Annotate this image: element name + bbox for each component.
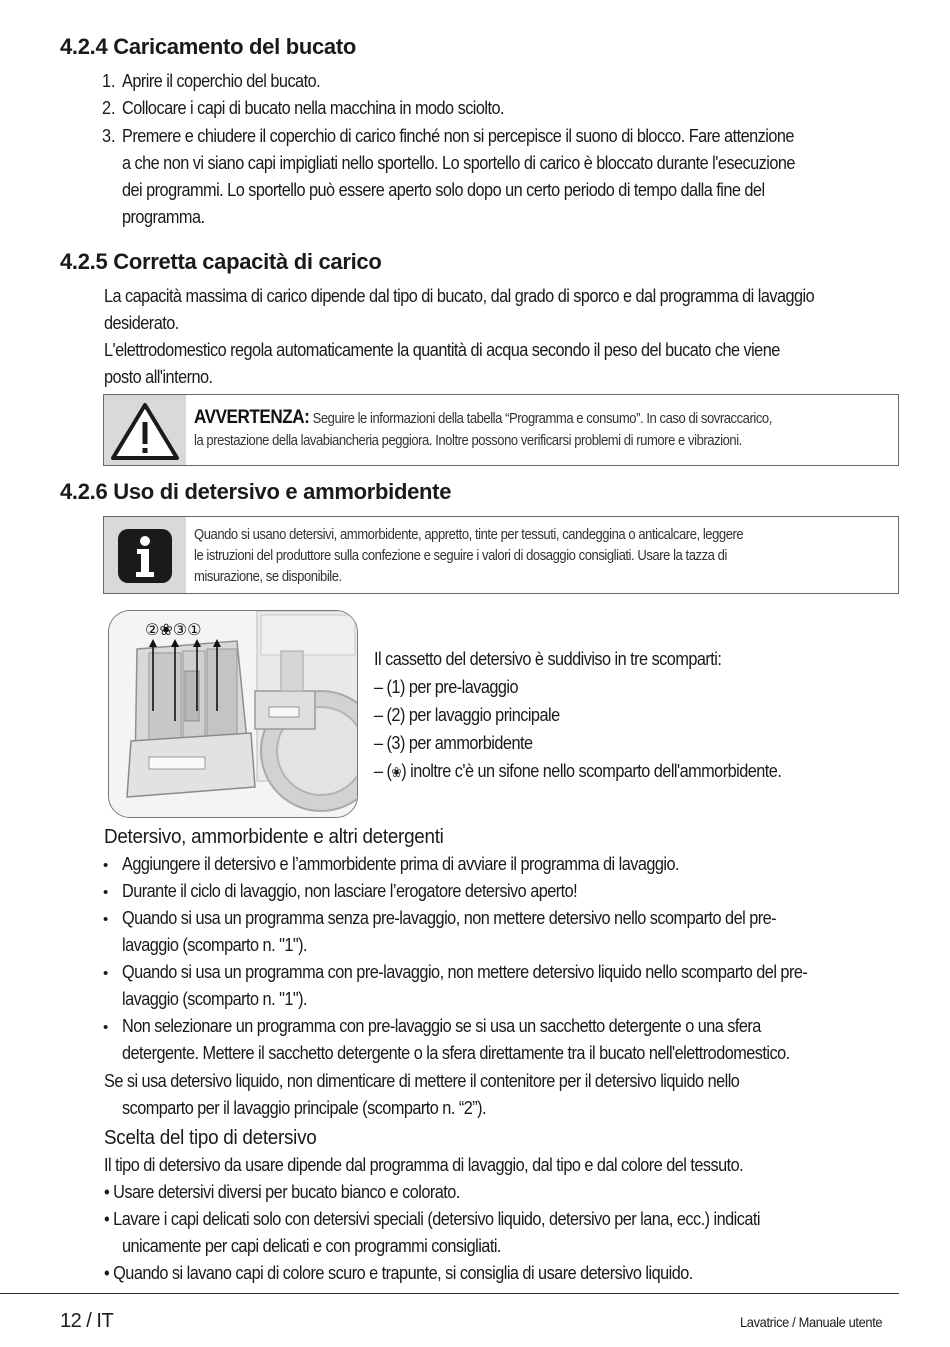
- bullet-item-cont: lavaggio (scomparto n. "1").: [122, 988, 307, 1009]
- paragraph-line: desiderato.: [104, 312, 179, 333]
- list-item-cont: dei programmi. Lo sportello può essere aperto solo dopo un certo periodo di tempo dalla fine del: [122, 179, 765, 200]
- bullet-item: Aggiungere il detersivo e l’ammorbidente prima di avviare il programma di lavaggio.: [122, 853, 680, 874]
- paragraph-line: Se si usa detersivo liquido, non dimenticare di mettere il contenitore per il detersivo liquido nello: [104, 1070, 740, 1091]
- paragraph-line: scomparto per il lavaggio principale (scomparto n. “2”).: [122, 1097, 487, 1118]
- info-icon: [104, 517, 186, 593]
- subsection-title-detergent-choice: Scelta del tipo di detersivo: [104, 1126, 317, 1149]
- info-text-line: le istruzioni del produttore sulla confezione e seguire i valori di dosaggio consigliati. Usare la tazza di: [194, 548, 727, 564]
- warning-text-line: la prestazione della lavabiancheria peggiora. Inoltre possono verificarsi problemi di rumore e vibrazioni.: [194, 433, 742, 449]
- footer-divider: [0, 1293, 899, 1294]
- siphon-symbol-icon: ❀: [391, 765, 402, 781]
- info-text-line: misurazione, se disponibile.: [194, 569, 342, 585]
- list-item-cont: a che non vi siano capi impigliati nello sportello. Lo sportello di carico è bloccato durante l'esecuzione: [122, 152, 795, 173]
- section-title-4-2-5: 4.2.5 Corretta capacità di carico: [60, 249, 382, 274]
- bullet-item: • Usare detersivi diversi per bucato bianco e colorato.: [104, 1181, 460, 1202]
- bullet-marker: •: [103, 857, 109, 874]
- list-number: 3.: [102, 125, 116, 146]
- bullet-item: • Quando si lavano capi di colore scuro e trapunte, si consiglia di usare detersivo liquido.: [104, 1262, 693, 1283]
- footer-document-title: Lavatrice / Manuale utente: [740, 1314, 883, 1330]
- list-item: Aprire il coperchio del bucato.: [122, 70, 321, 91]
- list-item: Collocare i capi di bucato nella macchina in modo sciolto.: [122, 97, 505, 118]
- bullet-item-cont: detergente. Mettere il sacchetto detergente o la sfera direttamente tra il bucato nell'elettrodomestico.: [122, 1042, 790, 1063]
- info-text-line: Quando si usano detersivi, ammorbidente, appretto, tinte per tessuti, candeggina o anticalcare, leggere: [194, 527, 744, 543]
- info-box: [103, 516, 899, 594]
- drawer-caption: – (2) per lavaggio principale: [374, 704, 560, 725]
- page-number: 12 / IT: [60, 1310, 114, 1332]
- bullet-item: Non selezionare un programma con pre-lavaggio se si usa un sacchetto detergente o una sfera: [122, 1015, 761, 1036]
- warning-box: [103, 394, 899, 466]
- detergent-drawer-drawing: [109, 611, 358, 818]
- paragraph-line: Il tipo di detersivo da usare dipende dal programma di lavaggio, dal tipo e dal colore del tessuto.: [104, 1154, 744, 1175]
- list-item: Premere e chiudere il coperchio di carico finché non si percepisce il suono di blocco. Fare attenzione: [122, 125, 794, 146]
- warning-label: AVVERTENZA:: [194, 407, 310, 428]
- bullet-marker: •: [103, 965, 109, 982]
- section-title-4-2-4: 4.2.4 Caricamento del bucato: [60, 34, 357, 59]
- warning-icon-panel: [104, 395, 186, 465]
- section-title-4-2-6: 4.2.6 Uso di detersivo e ammorbidente: [60, 479, 452, 504]
- list-item-cont: programma.: [122, 206, 205, 227]
- drawer-caption: – (1) per pre-lavaggio: [374, 676, 519, 697]
- list-number: 1.: [102, 70, 116, 91]
- paragraph-line: posto all'interno.: [104, 366, 213, 387]
- warning-text: AVVERTENZA: Seguire le informazioni della tabella “Programma e consumo”. In caso di sovraccarico,: [194, 407, 772, 428]
- bullet-item: Quando si usa un programma senza pre-lavaggio, non mettere detersivo nello scomparto del pre-: [122, 907, 777, 928]
- subsection-title-detergents: Detersivo, ammorbidente e altri detergenti: [104, 825, 444, 848]
- bullet-item: Durante il ciclo di lavaggio, non lasciare l’erogatore detersivo aperto!: [122, 880, 578, 901]
- drawer-caption: – (❀) inoltre c'è un sifone nello scomparto dell'ammorbidente.: [374, 760, 782, 781]
- bullet-marker: •: [103, 911, 109, 928]
- info-icon-panel: [104, 517, 186, 593]
- drawer-caption: – (3) per ammorbidente: [374, 732, 533, 753]
- compartment-labels: ②❀③①: [145, 620, 202, 639]
- bullet-marker: •: [103, 884, 109, 901]
- warning-triangle-icon: [104, 395, 186, 465]
- detergent-drawer-illustration: [108, 610, 358, 818]
- bullet-item: • Lavare i capi delicati solo con detersivi speciali (detersivo liquido, detersivo per lana, ecc.) indicati: [104, 1208, 760, 1229]
- bullet-item-cont: lavaggio (scomparto n. "1").: [122, 934, 307, 955]
- bullet-item-cont: unicamente per capi delicati e con programmi consigliati.: [122, 1235, 501, 1256]
- bullet-item: Quando si usa un programma con pre-lavaggio, non mettere detersivo liquido nello scomparto del pre-: [122, 961, 808, 982]
- bullet-marker: •: [103, 1019, 109, 1036]
- paragraph-line: La capacità massima di carico dipende dal tipo di bucato, dal grado di sporco e dal programma di lavaggio: [104, 285, 815, 306]
- list-number: 2.: [102, 97, 116, 118]
- drawer-caption: Il cassetto del detersivo è suddiviso in tre scomparti:: [374, 648, 722, 669]
- paragraph-line: L'elettrodomestico regola automaticamente la quantità di acqua secondo il peso del bucato che viene: [104, 339, 780, 360]
